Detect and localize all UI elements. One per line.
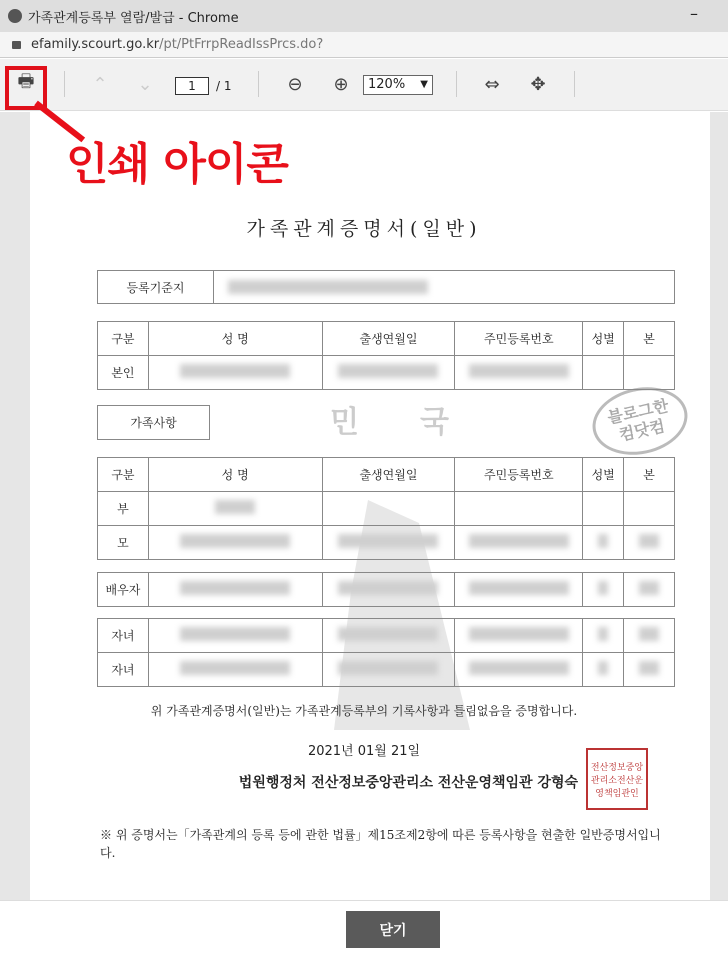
col-header: 성별 [583,322,624,356]
page-total: / 1 [216,79,232,93]
col-header: 주민등록번호 [455,322,583,356]
col-header: 성 명 [148,322,322,356]
table-row [98,356,675,390]
url-host: efamily.scourt.go.kr [31,37,160,52]
zoom-in-button[interactable] [328,69,354,99]
row-label: 자녀 [98,619,149,653]
window-title: 가족관계등록부 열람/발급 - Chrome [28,10,239,26]
self-table [97,321,675,390]
minimize-button[interactable]: – [690,4,698,23]
print-icon: 🖶 [17,71,35,92]
table-row [98,619,675,653]
col-header: 본 [624,458,675,492]
window-titlebar [0,0,728,32]
close-button[interactable]: 닫기 [346,911,440,948]
col-header: 출생연월일 [322,322,455,356]
row-label: 배우자 [98,573,149,607]
col-header: 성별 [583,458,624,492]
table-row [98,573,675,607]
annotation-label: 인쇄 아이콘 [66,139,288,190]
row-label: 자녀 [98,653,149,687]
row-label: 본인 [98,356,149,390]
address-bar[interactable] [0,32,728,58]
chevron-down-icon: ⌄ [137,73,153,95]
page-number-input[interactable]: 1 [175,77,209,95]
watermark-stamp: 블로그한컴닷컴 [586,379,694,464]
next-page-button[interactable] [133,69,157,99]
divider [64,71,65,97]
globe-icon [8,9,22,23]
divider [574,71,575,97]
url-path: /pt/PtFrrpReadIssPrcs.do? [159,37,324,52]
reg-base-label: 등록기준지 [97,270,214,304]
lock-icon [12,41,21,49]
fit-page-button[interactable] [526,69,550,99]
row-label: 부 [98,492,149,526]
official-seal: 전산정보중앙관리소전산운영책임관인 [586,748,648,810]
zoom-out-button[interactable] [282,69,308,99]
chevron-up-icon: ⌃ [92,73,108,95]
col-header: 구분 [98,458,149,492]
table-row [98,653,675,687]
legal-note: ※ 위 증명서는「가족관계의 등록 등에 관한 법률」제15조제2항에 따른 등록사항을 현출한 일반증명서입니다. [100,828,661,860]
certification-statement: 위 가족관계증명서(일반)는 가족관계등록부의 기록사항과 틀림없음을 증명합니다. [150,704,578,718]
zoom-select[interactable] [363,75,433,95]
col-header: 본 [624,322,675,356]
table-row [98,492,675,526]
prev-page-button[interactable] [88,69,112,99]
reg-base-value [213,270,675,304]
table-row [98,526,675,560]
table-header-row [98,322,675,356]
col-header: 출생연월일 [322,458,455,492]
col-header: 주민등록번호 [455,458,583,492]
fit-width-button[interactable] [480,69,504,99]
table-header-row [98,458,675,492]
fit-width-icon: ⇔ [484,73,500,95]
issue-date: 2021년 01월 21일 [307,744,421,759]
row-label: 모 [98,526,149,560]
col-header: 성 명 [148,458,322,492]
zoom-in-icon: ⊕ [333,73,349,95]
issuer-name: 법원행정처 전산정보중앙관리소 전산운영책임관 강형숙 [238,775,578,791]
chevron-down-icon: ▼ [420,79,428,90]
fit-page-icon: ✥ [530,73,546,95]
watermark-char: 국 [420,405,449,440]
document-title: 가족관계증명서(일반) [246,218,482,240]
divider [456,71,457,97]
divider [258,71,259,97]
watermark-char: 민 [330,405,359,440]
col-header: 구분 [98,322,149,356]
zoom-out-icon: ⊖ [287,73,303,95]
pdf-toolbar [0,59,728,111]
bottom-bar [0,900,728,960]
family-table [97,457,675,687]
zoom-value: 120% [368,77,406,92]
family-section-label: 가족사항 [97,405,210,440]
